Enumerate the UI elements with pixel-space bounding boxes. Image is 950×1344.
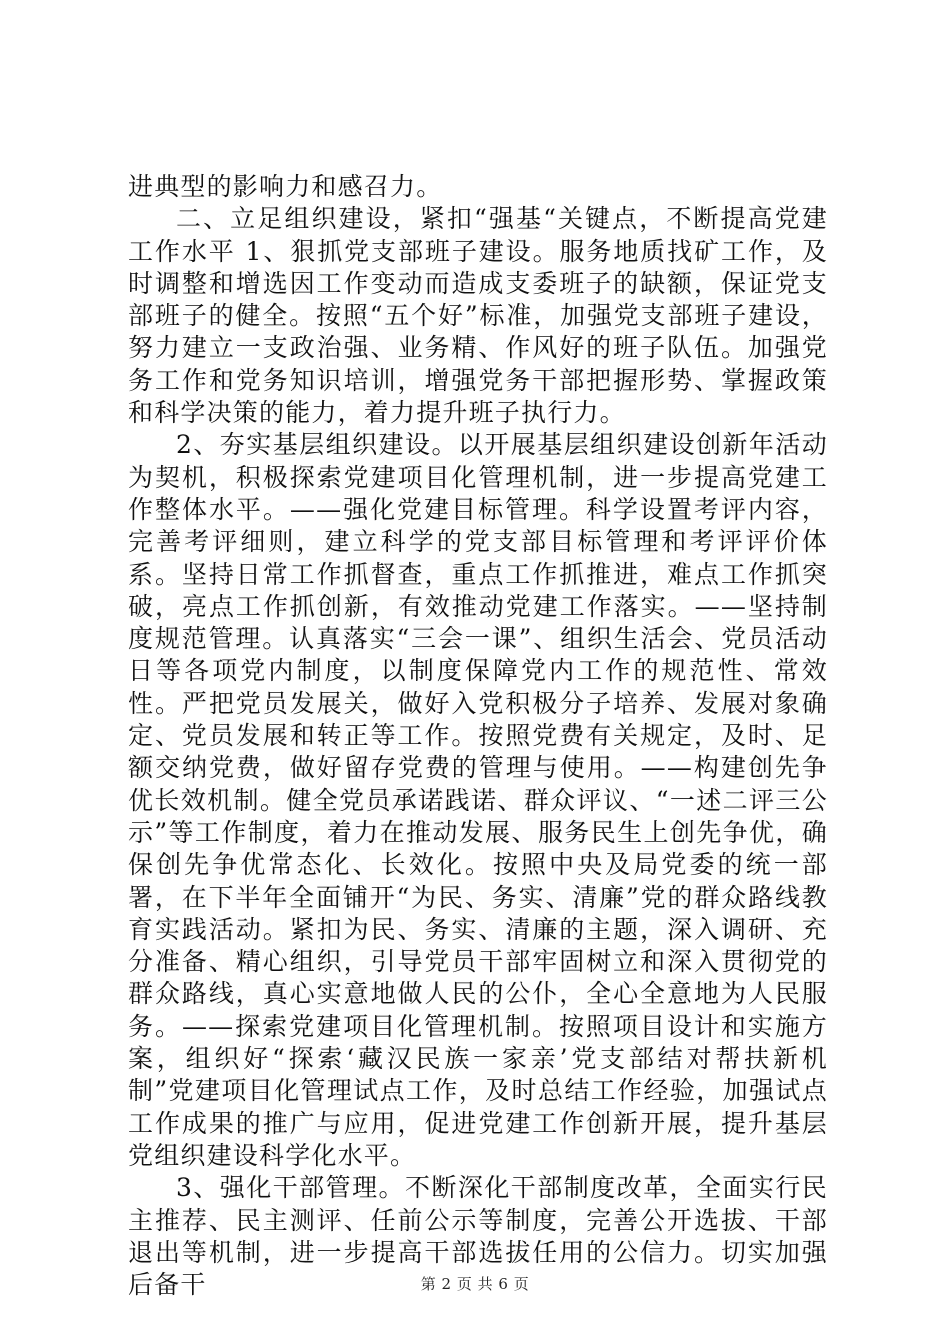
paragraph-grassroots-building: 2、夯实基层组织建设。以开展基层组织建设创新年活动为契机，积极探索党建项目化管理机制，进一步提高党建工作整体水平。——强化党建目标管理。科学设置考评内容，完善考评细则，建立科学的党支部目标管理和考评评价体系。坚持日常工作抓督查，重点工作抓推进，难点工作抓突破，亮点工作抓创新，有效推动党建工作落实。——坚持制度规范管理。认真落实“三会一课”、组织生活会、党员活动日等各项党内制度，以制度保障党内工作的规范性、常效性。严把党员发展关，做好入党积极分子培养、发展对象确定、党员发展和转正等工作。按照党费有关规定，及时、足额交纳党费，做好留存党费的管理与使用。——构建创先争优长效机制。健全党员承诺践诺、群众评议、“一述二评三公示”等工作制度，着力在推动发展、服务民生上创先争优，确保创先争优常态化、长效化。按照中央及局党委的统一部署，在下半年全面铺开“为民、务实、清廉”党的群众路线教育实践活动。紧扣为民、务实、清廉的主题，深入调研、充分准备、精心组织，引导党员干部牢固树立和深入贯彻党的群众路线，真心实意地做人民的公仆，全心全意地为人民服务。——探索党建项目化管理机制。按照项目设计和实施方案，组织好“探索‘藏汉民族一家亲’党支部结对帮扶新机制”党建项目化管理试点工作，及时总结工作经验，加强试点工作成果的推广与应用，促进党建工作创新开展，提升基层党组织建设科学化水平。 [128,430,828,1170]
document-body [128,171,828,1301]
paragraph-organization-building: 二、立足组织建设，紧扣“强基“关键点，不断提高党建工作水平 1、狠抓党支部班子建设。服务地质找矿工作，及时调整和增选因工作变动而造成支委班子的缺额，保证党支部班子的健全。按照“五个好”标准，加强党支部班子建设，努力建立一支政治强、业务精、作风好的班子队伍。加强党务工作和党务知识培训，增强党务干部把握形势、掌握政策和科学决策的能力，着力提升班子执行力。 [128,204,828,428]
paragraph-continuation: 进典型的影响力和感召力。 [128,172,443,201]
paragraph-cadre-management: 3、强化干部管理。不断深化干部制度改革，全面实行民主推荐、民主测评、任前公示等制度，完善公开选拔、干部退出等机制，进一步提高干部选拔任用的公信力。切实加强后备干 [128,1173,828,1300]
page-number-footer: 第 2 页 共 6 页 [420,1275,530,1293]
